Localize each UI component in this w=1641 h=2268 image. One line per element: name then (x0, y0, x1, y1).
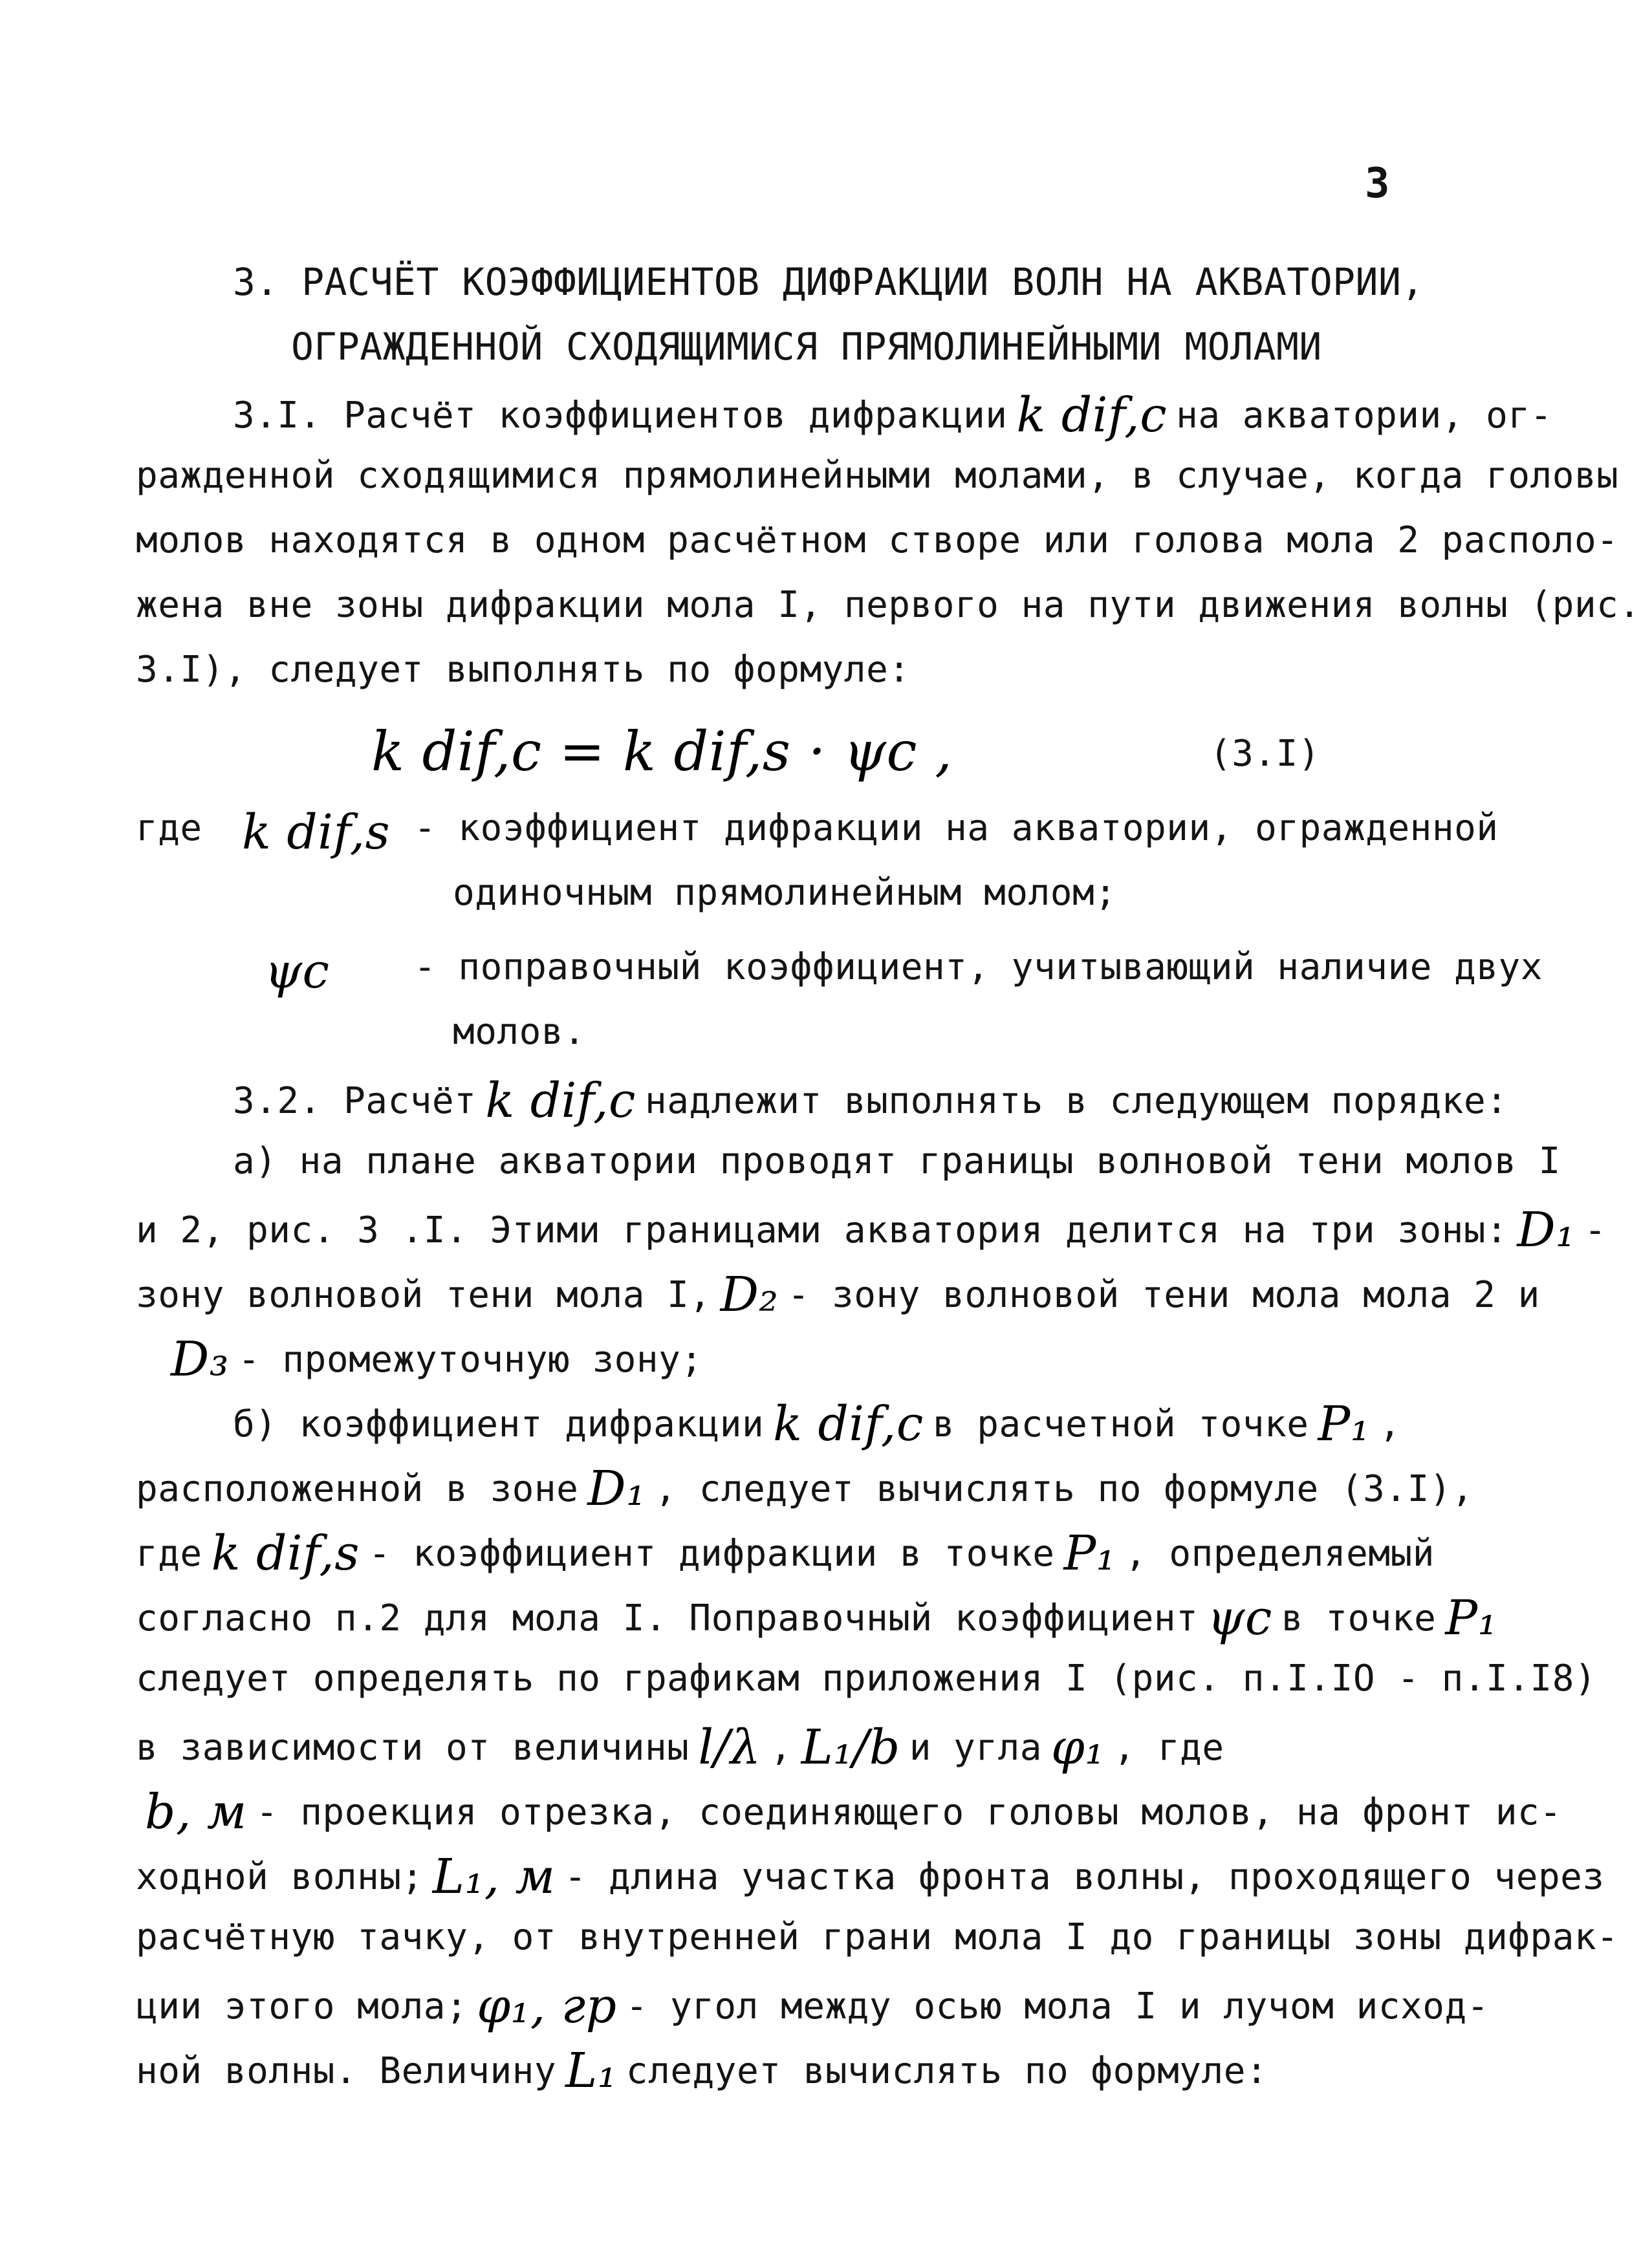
text-span: в зависимости от величины (136, 1727, 690, 1769)
math-L1-m: L₁, м (432, 1849, 556, 1905)
math-kdifs: k dif,s (211, 1526, 360, 1581)
item-b-line-6 (136, 1720, 1224, 1775)
text-span: 3.2. Расчёт (233, 1080, 477, 1122)
math-D1: D₁ (587, 1461, 646, 1517)
page-number: 3 (1365, 160, 1391, 208)
text-span: - угол между осью мола I и лучом исход- (625, 1985, 1489, 2027)
math-L1: L₁ (565, 2043, 617, 2099)
definition-psic-line-2: молов. (453, 1011, 586, 1053)
formula-number: (3.I) (1210, 733, 1321, 775)
item-a-line-2 (136, 1202, 1607, 1258)
math-kdifc: k dif,c (485, 1073, 636, 1129)
definition-kdifs-symbol (233, 805, 399, 860)
text-span: , определяемый (1124, 1533, 1435, 1575)
text-span: в точке (1281, 1597, 1437, 1639)
text-span: ходной волны; (136, 1856, 424, 1898)
text-span: - коэффициент дифракции в точке (368, 1533, 1055, 1575)
math-psic: ψc (1207, 1590, 1272, 1646)
text-span: ной волны. Величину (136, 2050, 557, 2092)
text-span: - проекция отрезка, соединяющего головы молов, на фронт ис- (255, 1791, 1562, 1833)
item-b-line-9: расчётную тачку, от внутренней грани мола I до границы зоны дифрак- (136, 1916, 1619, 1958)
item-a-line-3 (136, 1267, 1540, 1323)
text-span: - длина участка фронта волны, проходящего через (564, 1856, 1605, 1898)
paragraph-3-1-line-1 (233, 387, 1552, 443)
text-span: и угла (909, 1727, 1042, 1769)
text-span: , где (1113, 1727, 1224, 1769)
item-a-line-1: а) на плане акватории проводят границы волновой тени молов I (233, 1140, 1561, 1182)
paragraph-3-1-line-4: жена вне зоны дифракции мола I, первого на пути движения волны (рис. (136, 584, 1641, 626)
item-b-line-11 (136, 2043, 1268, 2099)
text-span: и 2, рис. 3 .I. Этими границами акватория делится на три зоны: (136, 1209, 1508, 1251)
definition-kdifs-line-1: - коэффициент дифракции на акватории, огражденной (414, 807, 1499, 849)
text-span: 3.I. Расчёт коэффициентов дифракции (233, 394, 1008, 437)
math-kdifc: k dif,c (1016, 387, 1168, 443)
item-b-line-5: следует определять по графикам приложения I (рис. п.I.IO - п.I.I8) (136, 1658, 1597, 1700)
math-D1: D₁ (1517, 1202, 1576, 1258)
text-span: ции этого мола; (136, 1985, 468, 2027)
text-span: - (1584, 1209, 1607, 1251)
math-b-m: b, м (145, 1784, 247, 1840)
definition-psic-symbol (255, 944, 338, 999)
paragraph-3-1-line-3: молов находятся в одном расчётном створе или голова мола 2 располо- (136, 519, 1619, 561)
item-b-line-7 (136, 1784, 1562, 1840)
text-span: б) коэффициент дифракции (233, 1403, 765, 1445)
definition-psic-line-1: - поправочный коэффициент, учитывающий наличие двух (414, 946, 1543, 988)
text-span: , (1378, 1403, 1402, 1445)
item-b-line-8 (136, 1849, 1605, 1905)
text-span: , (770, 1727, 792, 1769)
math-L1-b: L₁/b (801, 1720, 900, 1775)
math-kdifc: k dif,c (773, 1396, 924, 1452)
paragraph-3-2-line-1 (233, 1073, 1508, 1129)
math-phi1: φ₁ (1051, 1720, 1105, 1775)
paragraph-3-1-line-5: 3.I), следует выполнять по формуле: (136, 649, 911, 691)
item-b-line-2 (136, 1461, 1474, 1517)
math-P1: P₁ (1318, 1396, 1370, 1452)
item-a-line-4 (162, 1332, 703, 1387)
text-span: зону волновой тени мола I, (136, 1274, 712, 1316)
math-P1: P₁ (1063, 1526, 1116, 1581)
math-psic: ψc (265, 944, 330, 999)
math-kdifs: k dif,s (242, 805, 391, 860)
section-heading-line-2: ОГРАЖДЕННОЙ СХОДЯЩИМИСЯ ПРЯМОЛИНЕЙНЫМИ МОЛАМИ (291, 325, 1322, 369)
text-span: надлежит выполнять в следующем порядке: (645, 1080, 1508, 1122)
math-D2: D₂ (720, 1267, 779, 1323)
paragraph-3-1-line-2: ражденной сходящимися прямолинейными молами, в случае, когда головы (136, 455, 1619, 497)
text-span: где (136, 1533, 202, 1575)
text-span: - зону волновой тени мола мола 2 и (787, 1274, 1540, 1316)
math-D3: D₃ (171, 1332, 229, 1387)
formula-3-1 (362, 720, 961, 783)
item-b-line-10 (136, 1978, 1489, 2034)
text-span: - промежуточную зону; (238, 1339, 703, 1381)
item-b-line-3 (136, 1526, 1435, 1581)
text-span: , следует вычислять по формуле (3.I), (655, 1468, 1474, 1510)
text-span: согласно п.2 для мола I. Поправочный коэффициент (136, 1597, 1199, 1639)
item-b-line-1 (233, 1396, 1402, 1452)
math-l-lambda: l/λ (698, 1720, 761, 1775)
section-heading-line-1: 3. РАСЧЁТ КОЭФФИЦИЕНТОВ ДИФРАКЦИИ ВОЛН НА АКВАТОРИИ, (233, 260, 1424, 304)
where-label: где (136, 807, 202, 849)
math-phi1-gr: φ₁, гр (477, 1978, 617, 2034)
text-span: на акватории, ог- (1176, 394, 1552, 437)
text-span: в расчетной точке (932, 1403, 1309, 1445)
item-b-line-4 (136, 1590, 1506, 1646)
math-P1: P₁ (1445, 1590, 1497, 1646)
text-span: следует вычислять по формуле: (625, 2050, 1268, 2092)
formula-expression: k dif,c = k dif,s · ψc , (371, 720, 953, 783)
text-span: расположенной в зоне (136, 1468, 579, 1510)
definition-kdifs-line-2: одиночным прямолинейным молом; (453, 872, 1117, 914)
